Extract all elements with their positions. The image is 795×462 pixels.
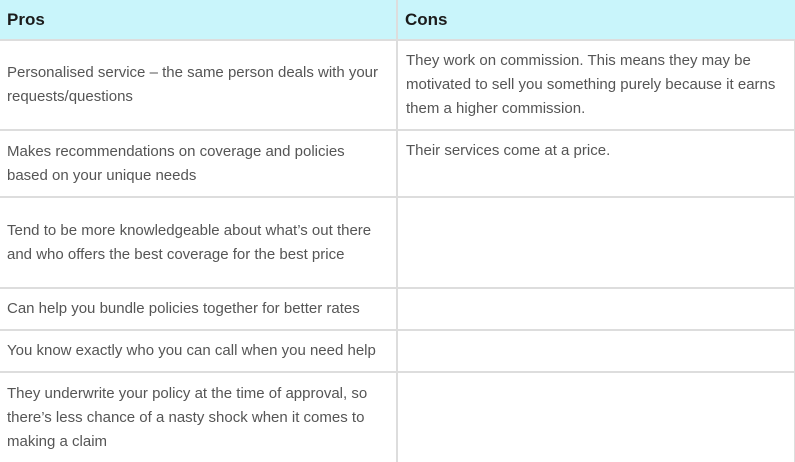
- table-row: [0, 372, 795, 462]
- table-header: [0, 0, 795, 40]
- pros-cell: They underwrite your policy at the time of approval, so there’s less chance of a nasty shock when it comes to making a claim: [0, 372, 397, 462]
- cons-cell: They work on commission. This means they may be motivated to sell you something purely because it earns them a higher commission.: [397, 40, 795, 130]
- table-row: [0, 130, 795, 197]
- cons-cell: [397, 197, 795, 288]
- table-row: [0, 40, 795, 130]
- table-row: [0, 197, 795, 288]
- cons-header: Cons: [397, 0, 795, 40]
- pros-header: Pros: [0, 0, 397, 40]
- cons-cell: [397, 330, 795, 372]
- cons-cell: Their services come at a price.: [397, 130, 795, 197]
- cons-cell: [397, 288, 795, 330]
- table-body: [0, 40, 795, 462]
- cons-cell: [397, 372, 795, 462]
- pros-cell: Makes recommendations on coverage and policies based on your unique needs: [0, 130, 397, 197]
- table-row: [0, 288, 795, 330]
- table-row: [0, 330, 795, 372]
- pros-cell: You know exactly who you can call when you need help: [0, 330, 397, 372]
- pros-cell: Can help you bundle policies together for better rates: [0, 288, 397, 330]
- pros-cell: Tend to be more knowledgeable about what’s out there and who offers the best coverage for the best price: [0, 197, 397, 288]
- pros-cell: Personalised service – the same person deals with your requests/questions: [0, 40, 397, 130]
- header-row: [0, 0, 795, 40]
